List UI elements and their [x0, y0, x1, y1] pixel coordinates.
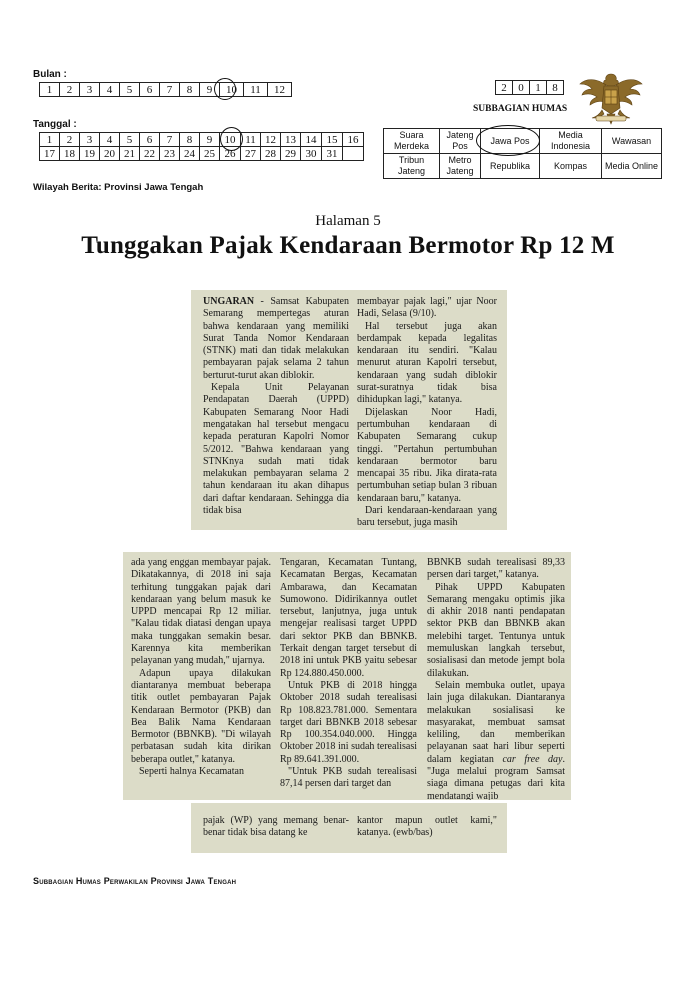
- media-tribun-jateng: Tribun Jateng: [384, 154, 440, 179]
- date-cell: 30: [301, 147, 322, 161]
- article-paragraph: [427, 680, 565, 800]
- month-cell-selected: 10: [220, 83, 244, 97]
- month-cell: 8: [180, 83, 200, 97]
- date-cell: 2: [60, 133, 80, 147]
- headline: Tunggakan Pajak Kendaraan Bermotor Rp 12 M: [81, 232, 615, 259]
- date-cell: 27: [241, 147, 261, 161]
- media-metro-jateng: Metro Jateng: [440, 154, 481, 179]
- media-jateng-pos: Jateng Pos: [440, 129, 481, 154]
- date-cell: 26: [220, 147, 241, 161]
- article-paragraph: membayar pajak lagi," ujar Noor Hadi, Selasa (9/10).: [357, 296, 497, 320]
- region-label: Wilayah Berita: Provinsi Jawa Tengah: [33, 182, 204, 193]
- footer: Subbagian Humas Perwakilan Provinsi Jawa Tengah: [33, 876, 237, 886]
- month-cell: 3: [80, 83, 100, 97]
- year-grid: [495, 80, 564, 95]
- date-cell: 24: [180, 147, 200, 161]
- date-grid: [39, 132, 364, 161]
- media-media-online: Media Online: [602, 154, 662, 179]
- media-republika: Republika: [481, 154, 540, 179]
- article-paragraph: ada yang enggan membayar pajak. Dikatakannya, di 2018 ini saja terhitung tunggakan pajak dari kendaraan yang belum masuk ke UPPD mencapai Rp 12 miliar. "Kalau tidak diatasi dengan upaya maka tunggakan semakin besar. Karennya kita memberikan pelayanan yang mudah," ujarnya.: [131, 557, 271, 667]
- month-cell: 12: [268, 83, 292, 97]
- date-cell: 8: [180, 133, 200, 147]
- media-media-indonesia: Media Indonesia: [540, 129, 602, 154]
- article-column: [131, 557, 271, 778]
- tanggal-label: Tanggal :: [33, 119, 77, 130]
- media-suara-merdeka: Suara Merdeka: [384, 129, 440, 154]
- article-clip-top: [191, 290, 507, 530]
- article-text: Selain membuka outlet, upaya lain juga dilakukan. Diantaranya melakukan sosialisasi ke masyarakat, membuat samsat keliling, dan memberikan pelayanan saat hari libur seperti dalam kegiatan: [427, 679, 565, 765]
- page-label: Halaman 5: [315, 213, 381, 229]
- month-cell: 5: [120, 83, 140, 97]
- date-cell: 13: [281, 133, 301, 147]
- article-paragraph: Pihak UPPD Kabupaten Semarang mengaku optimis jika di akhir 2018 nanti pendapatan sektor PKB dan BBNKB akan melebihi target. Tentunya untuk memuluskan langkah tersebut, sosialisasi dan metode jempt bola dilakukan.: [427, 581, 565, 679]
- date-cell: 1: [40, 133, 60, 147]
- date-cell: 6: [140, 133, 160, 147]
- year-digit: 2: [496, 81, 513, 95]
- date-cell: 21: [120, 147, 140, 161]
- bulan-label: Bulan :: [33, 69, 67, 80]
- date-cell: 3: [80, 133, 100, 147]
- date-cell: 5: [120, 133, 140, 147]
- date-cell: 28: [261, 147, 281, 161]
- selected-date-circle: [220, 127, 243, 151]
- year-digit: 1: [530, 81, 547, 95]
- article-paragraph: Adapun upaya dilakukan diantaranya membuat beberapa titik outlet pembayaran Pajak Kendaraan Bermotor (PKB) dan Bea Balik Nama Kendaraan Bermotor (BBNKB). "Di wilayah perbatasan sudah kita dirikan beberapa outlet," katanya.: [131, 667, 271, 765]
- month-cell: 7: [160, 83, 180, 97]
- date-cell: [343, 147, 364, 161]
- year-digit: 0: [513, 81, 530, 95]
- garuda-emblem-icon: [578, 68, 644, 126]
- article-paragraph: Hal tersebut juga akan berdampak kepada legalitas kendaraan itu sendiri. "Kalau menurut aturan Kapolri tersebut, kendaraan yang sudah diblokir surat-suratnya tidak bisa dihidupkan lagi," katanya.: [357, 320, 497, 406]
- date-cell: 7: [160, 133, 180, 147]
- month-cell: 4: [100, 83, 120, 97]
- article-paragraph: BBNKB sudah terealisasi 89,33 persen dari target," katanya.: [427, 557, 565, 581]
- article-paragraph: [203, 296, 349, 382]
- media-jawa-pos: Jawa Pos: [481, 129, 540, 154]
- article-column: [280, 557, 417, 791]
- date-cell: 12: [261, 133, 281, 147]
- date-cell: 25: [200, 147, 220, 161]
- article-paragraph: Dijelaskan Noor Hadi, pertumbuhan kendaraan di Kabupaten Semarang cukup tinggi. "Pertahun pertumbuhan kendaraan bermotor baru mencapai 35 ribu. Jika dirata-rata pertumbuhan setiap bulan 3 ribuan kendaraan baru," katanya.: [357, 406, 497, 504]
- month-cell: 9: [200, 83, 220, 97]
- article-paragraph: pajak (WP) yang memang benar-benar tidak bisa datang ke: [203, 815, 349, 839]
- date-cell: 11: [241, 133, 261, 147]
- date-cell: 31: [322, 147, 343, 161]
- article-paragraph: Seperti halnya Kecamatan: [139, 766, 244, 778]
- article-paragraph: Tengaran, Kecamatan Tuntang, Kecamatan Bergas, Kecamatan Ambarawa, dan Kecamatan Sumowono. Didirikannya outlet tersebut, lanjutnya, juga untuk mengejar realisasi target UPPD dari sektor PKB dan BBNKB. Terkait dengan target tersebut di 2018 ini untuk PKB yaitu sebesar Rp 124.880.450.000.: [280, 557, 417, 679]
- media-wawasan: Wawasan: [602, 129, 662, 154]
- article-column: [203, 815, 349, 840]
- date-cell: 16: [343, 133, 364, 147]
- selected-month-circle: [214, 78, 236, 100]
- article-clip-middle: [123, 552, 571, 800]
- dateline: UNGARAN: [203, 296, 255, 307]
- media-kompas: Kompas: [540, 154, 602, 179]
- article-paragraph: Dari kendaraan-kendaraan yang baru tersebut, juga masih: [357, 505, 497, 529]
- month-grid: [39, 82, 292, 97]
- year-digit: 8: [547, 81, 564, 95]
- date-cell: 22: [140, 147, 160, 161]
- org-name: SUBBAGIAN HUMAS: [473, 104, 568, 114]
- date-cell: 23: [160, 147, 180, 161]
- article-column: [203, 296, 349, 517]
- article-paragraph: "Untuk PKB sudah terealisasi 87,14 persen dari target dan: [280, 766, 417, 790]
- date-cell: 9: [200, 133, 220, 147]
- date-cell: 20: [100, 147, 120, 161]
- month-cell: 11: [244, 83, 268, 97]
- date-cell: 4: [100, 133, 120, 147]
- date-cell-selected: 10: [220, 133, 241, 147]
- month-cell: 1: [40, 83, 60, 97]
- month-cell: 6: [140, 83, 160, 97]
- date-cell: 29: [281, 147, 301, 161]
- article-text: - Samsat Kabupaten Semarang mempertegas aturan bahwa kendaraan yang memiliki Surat Tanda Nomor Kendaraan (STNK) mati dan tidak melakukan pembayaran pajak selama 2 tahun berturut-turut akan diblokir.: [203, 296, 349, 381]
- date-cell: 14: [301, 133, 322, 147]
- selected-media-circle: [476, 125, 540, 156]
- article-paragraph: kantor mapun outlet kami," katanya. (ewb/bas): [357, 815, 497, 839]
- article-column: [357, 296, 497, 530]
- date-cell: 18: [60, 147, 80, 161]
- article-column: [357, 815, 497, 840]
- month-cell: 2: [60, 83, 80, 97]
- article-clip-bottom: [191, 803, 507, 853]
- date-cell: 15: [322, 133, 343, 147]
- date-cell: 17: [40, 147, 60, 161]
- article-column: [427, 557, 565, 800]
- article-paragraph: Kepala Unit Pelayanan Pendapatan Daerah (UPPD) Kabupaten Semarang Noor Hadi mengatakan hal tersebut mengacu kepada peraturan Kapolri Nomor 5/2012. "Bahwa kendaraan yang STNKnya sudah mati tidak melakukan pembayaran selama 2 tahun kendaraan itu akan dihapus dari daftar kendaraan. Sehingga dia tidak bisa: [203, 382, 349, 517]
- article-italic-text: car free day: [502, 753, 563, 765]
- date-cell: 19: [80, 147, 100, 161]
- article-text: . "Juga melalui program Samsat siaga dimana petugas dari kita mendatangi wajib: [427, 753, 565, 800]
- article-paragraph: Untuk PKB di 2018 hingga Oktober 2018 sudah terealisasi Rp 108.823.781.000. Sementara target dari BBNKB 2018 sebesar Rp 100.354.040.000. Hingga Oktober 2018 ini sudah terealisasi Rp 89.641.391.000.: [280, 679, 417, 765]
